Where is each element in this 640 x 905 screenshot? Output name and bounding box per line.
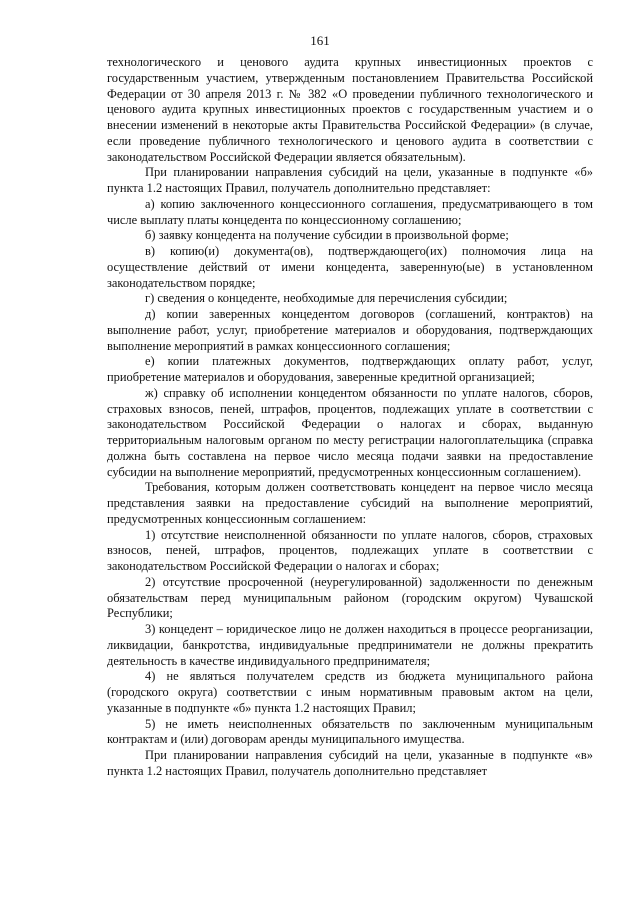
paragraph: технологического и ценового аудита крупных инвестиционных проектов с государственным участием, утвержденным постановлением Правительства Российской Федерации от 30 апреля 2013 г. № 382 «О проведении публичного технологического и ценового аудита крупных инвестиционных проектов с государственным участием и о внесении изменений в некоторые акты Правительства Российской Федерации» (в случае, если проведение публичного технологического и ценового аудита в соответствии с законодательством Российской Федерации является обязательным). <box>107 55 593 164</box>
paragraph: 4) не являться получателем средств из бюджета муниципального района (городского округа) соответствии с иным нормативным правовым актом на цели, указанные в подпункте «б» пункта 1.2 настоящих Правил; <box>107 669 593 715</box>
paragraph: 5) не иметь неисполненных обязательств по заключенным муниципальным контрактам и (или) договорам аренды муниципального имущества. <box>107 716 593 747</box>
paragraph: Требования, которым должен соответствовать концедент на первое число месяца представления заявки на предоставление субсидий на выполнение мероприятий, предусмотренных концессионным соглашением: <box>107 480 593 526</box>
paragraph: в) копию(и) документа(ов), подтверждающего(их) полномочия лица на осуществление действий от имени концедента, заверенную(ые) в установленном законодательством порядке; <box>107 244 593 290</box>
paragraph: 3) концедент – юридическое лицо не должен находиться в процессе реорганизации, ликвидации, банкротства, индивидуальные предприниматели не должны прекратить деятельность в качестве индивидуального предпринимателя; <box>107 622 593 668</box>
paragraph: д) копии заверенных концедентом договоров (соглашений, контрактов) на выполнение работ, услуг, приобретение материалов и оборудования, подтверждающих выполнение мероприятий в рамках концессионного соглашения; <box>107 307 593 353</box>
paragraph: г) сведения о концеденте, необходимые для перечисления субсидии; <box>145 291 508 306</box>
paragraph: При планировании направления субсидий на цели, указанные в подпункте «б» пункта 1.2 настоящих Правил, получатель дополнительно представляет: <box>107 165 593 195</box>
paragraph: б) заявку концедента на получение субсидии в произвольной форме; <box>145 228 509 243</box>
document-body <box>107 55 593 780</box>
page-number: 161 <box>310 33 330 48</box>
paragraph: ж) справку об исполнении концедентом обязанности по уплате налогов, сборов, страховых взносов, пеней, штрафов, процентов, подлежащих уплате в соответствии с законодательством Российской Федерации о налогах и сборах, выданную территориальным налоговым органом по месту регистрации налогоплательщика (справка должна быть составлена на первое число месяца подачи заявки на предоставление субсидии на выполнение мероприятий, предусмотренных концессионным соглашением). <box>107 385 593 479</box>
paragraph: 2) отсутствие просроченной (неурегулированной) задолженности по денежным обязательствам перед муниципальным районом (городским округом) Чувашской Республики; <box>107 574 593 621</box>
paragraph: е) копии платежных документов, подтверждающих оплату работ, услуг, приобретение материалов и оборудования, заверенные кредитной организацией; <box>107 354 593 384</box>
paragraph: 1) отсутствие неисполненной обязанности по уплате налогов, сборов, страховых взносов, пеней, штрафов, процентов, подлежащих уплате в соответствии с законодательством Российской Федерации о налогах и сборах; <box>107 527 593 573</box>
paragraph: При планировании направления субсидий на цели, указанные в подпункте «в» пункта 1.2 настоящих Правил, получатель дополнительно представляет <box>107 748 593 778</box>
paragraph: а) копию заключенного концессионного соглашения, предусматривающего в том числе выплату платы концедента по концессионному соглашению; <box>107 196 593 227</box>
